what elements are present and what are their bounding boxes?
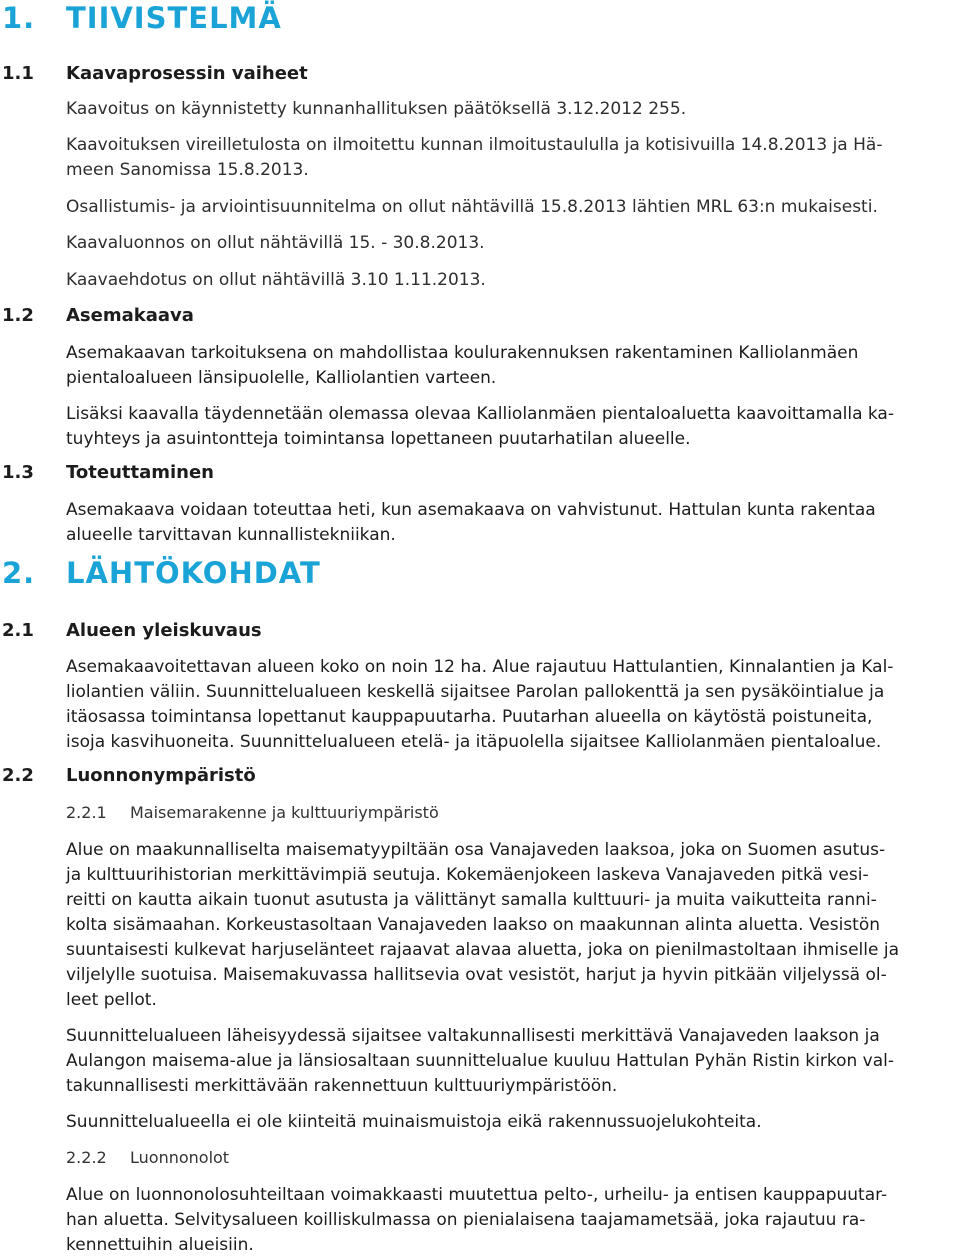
section-1-number: 1. bbox=[2, 1, 36, 35]
asemakaava-p2-line-2: tuyhteys ja asuintontteja toimintansa lopettaneen puutarhatilan alueelle. bbox=[66, 429, 691, 449]
toteuttaminen-p1-line-1: Asemakaava voidaan toteuttaa heti, kun asemakaava on vahvistunut. Hattulan kunta rakentaa bbox=[66, 500, 876, 520]
maisema-p2-line-3: takunnallisesti merkittävään rakennettuun kulttuuriympäristöön. bbox=[66, 1076, 618, 1096]
process-line-2b: meen Sanomissa 15.8.2013. bbox=[66, 160, 309, 180]
maisema-p1-line-4: kolta sisämaahan. Korkeustasoltaan Vanajaveden laakso on maakunnan alinta aluetta. Vesistön bbox=[66, 915, 881, 935]
process-line-1: Kaavoitus on käynnistetty kunnanhallituksen päätöksellä 3.12.2012 255. bbox=[66, 99, 687, 119]
asemakaava-p1-line-2: pientaloalueen länsipuolelle, Kalliolantien varteen. bbox=[66, 368, 497, 388]
yleiskuvaus-line-2: liolantien väliin. Suunnittelualueen keskellä sijaitsee Parolan pallokenttä ja sen pysäköintialue ja bbox=[66, 682, 885, 702]
section-2-title: LÄHTÖKOHDAT bbox=[66, 556, 321, 590]
section-2-1-number: 2.1 bbox=[2, 620, 34, 641]
maisema-p1-line-5: suuntaisesti kulkevat harjuselänteet rajaavat alavaa aluetta, joka on pienilmastoltaan ihmiselle ja bbox=[66, 940, 899, 960]
maisema-p1-line-7: leet pellot. bbox=[66, 990, 157, 1010]
section-2-number: 2. bbox=[2, 556, 36, 590]
yleiskuvaus-line-1: Asemakaavoitettavan alueen koko on noin 12 ha. Alue rajautuu Hattulantien, Kinnalantien ja Kal- bbox=[66, 657, 894, 677]
section-1-3-title: Toteuttaminen bbox=[66, 462, 214, 483]
section-2-2-1-title: Maisemarakenne ja kulttuuriympäristö bbox=[130, 803, 439, 822]
section-2-2-1-number: 2.2.1 bbox=[66, 803, 107, 822]
process-line-5: Kaavaehdotus on ollut nähtävillä 3.10 1.11.2013. bbox=[66, 270, 486, 290]
section-2-2-number: 2.2 bbox=[2, 765, 34, 786]
process-line-4: Kaavaluonnos on ollut nähtävillä 15. - 30.8.2013. bbox=[66, 233, 485, 253]
section-1-1-title: Kaavaprosessin vaiheet bbox=[66, 63, 308, 84]
section-2-1-title: Alueen yleiskuvaus bbox=[66, 620, 262, 641]
section-1-2-number: 1.2 bbox=[2, 305, 34, 326]
luonnonolot-line-1: Alue on luonnonolosuhteiltaan voimakkaasti muutettua pelto-, urheilu- ja entisen kauppapuutar- bbox=[66, 1185, 888, 1205]
maisema-p1-line-6: viljelylle suotuisa. Maisemakuvassa hallitsevia ovat vesistöt, harjut ja hyvin pitkään viljelyssä ol- bbox=[66, 965, 887, 985]
maisema-p2-line-2: Aulangon maisema-alue ja länsiosaltaan suunnittelualue kuuluu Hattulan Pyhän Ristin kirkon val- bbox=[66, 1051, 894, 1071]
maisema-p3-line-1: Suunnittelualueella ei ole kiinteitä muinaismuistoja eikä rakennussuojelukohteita. bbox=[66, 1112, 762, 1132]
maisema-p1-line-1: Alue on maakunnalliselta maisematyypiltään osa Vanajaveden laaksoa, joka on Suomen asutus- bbox=[66, 840, 886, 860]
section-2-2-2-title: Luonnonolot bbox=[130, 1148, 230, 1167]
maisema-p1-line-3: reitti on kautta aikain tuonut asutusta ja välittänyt samalla kulttuuri- ja muita vaikutteita ranni- bbox=[66, 890, 877, 910]
toteuttaminen-p1-line-2: alueelle tarvittavan kunnallistekniikan. bbox=[66, 525, 396, 545]
yleiskuvaus-line-3: itäosassa toimintansa lopettanut kauppapuutarha. Puutarhan alueella on käytöstä poistuneita, bbox=[66, 707, 873, 727]
yleiskuvaus-line-4: isoja kasvihuoneita. Suunnittelualueen etelä- ja itäpuolella sijaitsee Kalliolanmäen pientaloalue. bbox=[66, 732, 882, 752]
section-1-2-title: Asemakaava bbox=[66, 305, 194, 326]
section-2-2-title: Luonnonympäristö bbox=[66, 765, 256, 786]
luonnonolot-line-2: han aluetta. Selvitysalueen koilliskulmassa on pienialaisena taajamametsää, joka rajautuu ra- bbox=[66, 1210, 866, 1230]
section-2-2-2-number: 2.2.2 bbox=[66, 1148, 107, 1167]
section-1-1-number: 1.1 bbox=[2, 63, 34, 84]
process-line-2a: Kaavoituksen vireilletulosta on ilmoitettu kunnan ilmoitustaululla ja kotisivuilla 14.8.2013 ja Hä- bbox=[66, 135, 883, 155]
luonnonolot-line-3: kennettuihin alueisiin. bbox=[66, 1235, 254, 1255]
asemakaava-p1-line-1: Asemakaavan tarkoituksena on mahdollistaa koulurakennuksen rakentaminen Kalliolanmäen bbox=[66, 343, 859, 363]
section-1-title: TIIVISTELMÄ bbox=[66, 1, 282, 35]
maisema-p2-line-1: Suunnittelualueen läheisyydessä sijaitsee valtakunnallisesti merkittävä Vanajaveden laakson ja bbox=[66, 1026, 880, 1046]
maisema-p1-line-2: ja kulttuurihistorian merkittävimpiä seutuja. Kokemäenjokeen laskeva Vanajaveden pitkä vesi- bbox=[66, 865, 869, 885]
process-line-3: Osallistumis- ja arviointisuunnitelma on ollut nähtävillä 15.8.2013 lähtien MRL 63:n mukaisesti. bbox=[66, 197, 878, 217]
section-1-3-number: 1.3 bbox=[2, 462, 34, 483]
asemakaava-p2-line-1: Lisäksi kaavalla täydennetään olemassa olevaa Kalliolanmäen pientaloaluetta kaavoittamalla ka- bbox=[66, 404, 894, 424]
